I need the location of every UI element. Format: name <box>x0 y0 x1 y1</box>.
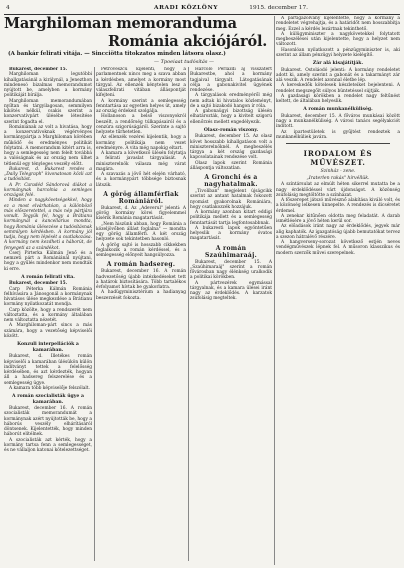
paragraph: Bukarest, december 15. A „Szaúhimaraáj" szerint a román fővárosban nagy élénkség uralkodik a politikai körökben. <box>190 259 272 281</box>
paper-name: ARADI KÖZLÖNY <box>154 5 219 11</box>
section-title: A román hadsereg. <box>106 261 176 269</box>
headline-line-2: Románia akciójáról. <box>108 33 268 50</box>
paragraph: A hangverseny-sorozat következő estjén neves vendégművészek lépnek fel. A műsoron klasszikus és modern szerzők művei szerepelnek. <box>276 240 400 256</box>
paragraph: Bukarest, december 16. A román szocialisták memorandumát a kormánynak azért nyújtották be, hogy a háborús veszély elhárításáról döntsenek. Kijelentették, hogy minden háborút elítélnek. <box>4 406 92 438</box>
headline-source: — Tpoeiaat tudósítás — <box>154 59 215 65</box>
paragraph: Bukarest, d. Az „Adeverul" jelenti: A görög kormány körei figyelemmel kísérik Románia magatartását. <box>96 205 186 222</box>
paragraph: Minden a nagykövetségekkel, hogy ez a most elvárhatóan, a különböző más előszeretettel, a más nép pártjára vonult. Tegyük fel, hogy a Brátianu kormánynál a kancellárius mondta, hogy Románia ülésezése a tudósításnak semmilyen kérdésben. A kormány jól tudja, hogy nem lépését a csatlakozása. A kormány nem kezdheti a háborút, de fenyegeti az a szándékot. <box>4 198 92 251</box>
column-rule <box>94 67 95 561</box>
paragraph: Bukarest, d. Bukarest rendes a „Daily Telegraph" kivonatosan közli azt a tudósítást. <box>4 166 92 183</box>
issue-date: 1915. december 17. <box>249 5 308 11</box>
paragraph: Carp Péterka Kálmán Románia felhívására a Jánosgonál a kormánynak hivatásos ülése megkezdése a Brátianu kormány nyilatkozatát mondja. <box>4 286 92 308</box>
paragraph: A hadügyminisztérium a hadianyag beszerzését fokozta. <box>96 290 186 301</box>
column-4 <box>276 16 400 565</box>
paragraph: A görög sajtó is hosszabb cikkekben foglalkozik a román kérdéssel, és a semlegesség előnyeit hangsúlyozza. <box>96 242 186 258</box>
literature-heading: IRODALOM ÉS MŰVÉSZET. <box>303 149 373 168</box>
paragraph: A gazdasági körökben a rendelet nagy feltűnést keltett, de általában helyeslik. <box>276 93 400 105</box>
literature-subtitle: Szinház - zene. <box>320 169 356 175</box>
paragraph: A kamara több képviselője felszólalt. <box>9 385 90 391</box>
paragraph: „Nem hiszünk abban, hogy Románia a közeljövőben állást foglalna" — mondta egy görög államférfi. A két ország helyzete sok tekintetben hasonló. <box>96 221 186 243</box>
paragraph: Harcoló Perlázdi aj visszatért Bukarestbe, ahol a kormány tagjaival tárgyalt. Látogatásának célja a gabonakivitel ügyének rendezése. <box>190 67 272 93</box>
paragraph: Olasz lapok szerint Románia álláspontja változatlan. <box>190 160 272 171</box>
section-title: A görög államférfiak Romániáról. <box>103 190 179 205</box>
column-rule <box>274 16 275 565</box>
paragraph: Bukarest, december 15. A főváros munkásai között nagy a munkanélküliség. A városi tanács segélyakciót indított. <box>276 113 400 130</box>
paragraph: A gabonaügyi bizottság ülésén elhatározták, hogy a kivitelt szigorú ellenőrzés mellett engedélyezik. <box>190 109 272 125</box>
paragraph: A színtársulat az elmúlt héten sikerrel mutatta be a nagy érdeklődéssel várt újdonságot. A közönség zsúfolásig megtöltötte a színházat. <box>276 182 400 198</box>
column-1 <box>4 67 92 561</box>
paragraph: Az ipartestületek is gyűjtést rendeztek a munkanélküliek javára. <box>276 129 400 140</box>
paragraph: A kereskedők kötelesek készleteiket bejelenteni. A rendelet megszegőit súlyos büntetéssel sújtják. <box>276 83 400 94</box>
paragraph: Romániának az volt a hivatása, hogy a konzervatívoknak végérvényes kormánypártja a Marghiloman körében működő és eredményes politikát folytatni. A memorandum kitért arra is, hogy a semlegesség nem felelt továbbá a valóságnak és az ország nem ülhet tétlenül egy tényleges veszély előtt. <box>4 124 92 167</box>
paragraph: Az ellenzék vezérei kijelentik, hogy a kormány politikája nem vezet eredményre. A vita még napokig eltart. <box>96 135 186 151</box>
paragraph: A kormány szerint a semlegesség fenntartása az egyetlen helyes út, amely az ország érdekeit szolgálja. <box>96 98 186 114</box>
paragraph: A szavazás a jövő hét elején várható, és a kormánypárt többsége biztosnak látszik. <box>96 172 186 188</box>
dateline: Bukarest, december 15. <box>9 67 68 72</box>
paragraph: A Marghiloman-párt sincs a más számára, hogy a vezetőség képviselői között. <box>4 323 92 339</box>
section-title: A román felirati vita. <box>21 274 75 280</box>
paragraph: A pártvezérek egymással tárgyalnak, és a kamara ülései iránt nagy az érdeklődés. A karzatok zsúfolásig megteltek. <box>190 280 272 302</box>
column-2 <box>96 67 186 561</box>
paragraph: A bukaresti lapok egyöntetűen helyeslik a kormány óvatos magatartását. <box>190 225 272 242</box>
page-number: 4 <box>6 5 10 11</box>
section-title: A Gronchi és a nagyhatalmak. <box>204 174 258 189</box>
section-title: Zár alá kisajátítják. <box>312 61 364 66</box>
section-title: Olasz–román viszony. <box>203 127 259 133</box>
paragraph: Marghiloman memorandumában nyíltan és tárgyilagosan, semmilyen kikötés nélkül, csakis szerint a konzervatívpárt ülésébe létesítése szerint fogadta el. <box>4 98 92 125</box>
paragraph: Hollanoson a belső viszonyokról beszélt, a rendőrség túlkapásairól és a cenzúra szigorúságáról. Szerinte a sajtó helyzete tűrhetetlen. <box>96 114 186 135</box>
paragraph: A kormány azonban kitart eddigi politikája mellett és a semlegesség fenntartását tartja legfontosabbnak. <box>190 210 272 226</box>
section-divider <box>286 143 390 144</box>
column-rule <box>188 67 189 561</box>
section-title: Konzuli interpellációk a kamarában. <box>17 342 79 353</box>
paragraph: Bukarest. Ostoláodó jelenti: A kormány rendeletet adott ki, amely szerint a gabonát és a takarmányt zár alá veszik. A rendelet azonnal életbe lép. <box>276 67 400 84</box>
paragraph: A Pr. Caradéd Sándorová diákot a kormánynak harcolnia a semleges országok felé. <box>4 182 92 198</box>
paragraph: Bukarest, december 16. A román hadvezetőség újabb intézkedéseket tett a határok biztosítására. Több tartalékos évfolyamot hívtak be gyakorlatra. <box>96 269 186 290</box>
paragraph: A főszerepet játszó művésznő alakítása kiváló volt, és a közönség lelkesen ünnepelte. A rendezés is dicséretet érdemel. <box>276 198 400 214</box>
paragraph: A zenekar kitűnően oldotta meg feladatát. A darab ismétlésére a jövő héten kerül sor. <box>276 213 400 225</box>
paragraph: Cserj Pirterka Kálmán Jenő és a nemzeti párt a Romániánál nyújtani, hogy a gyűlés mindenkor nem mondták ki erre. <box>4 250 92 272</box>
paragraph: Hasonlóan nyilatkozott a pénzügyminiszter is, aki szerint az állam pénzügyi helyzete kielégítő. <box>276 47 400 58</box>
paragraph: A kamara a következő ülésén folytatja a felirati javaslat tárgyalását. A miniszterelnök válasza még várat magára. <box>96 151 186 172</box>
paragraph: Bukarest, december 15. Az olasz követ hosszabb kihallgatáson volt a miniszterelnöknél. A megbeszélés tárgya a két ország gazdasági kapcsolatainak rendezése volt. <box>190 134 272 161</box>
paragraph: Petroveszcu kijelenti, hogy a parlamentnek nincs meg a szava abban a kérdésben, amelyet a kormány most tárgyal. Az ellenzék kénytelen lesz a válaszfelirati vitában álláspontját kifejteni. <box>96 67 186 99</box>
section-title: A román munkanélküliség. <box>303 107 373 113</box>
section-title: A román szocialisták ügye a kamarában. <box>12 394 84 405</box>
column-3 <box>190 67 272 561</box>
dateline: Bukarest, december 15. <box>9 281 68 287</box>
paragraph: A szocialisták azt kérték, hogy a kormány tartsa fenn a semlegességet, és ne vállaljon katonai kötelezettséget. <box>4 437 92 454</box>
paragraph: A pártigazolvány kijelentette, hogy a kormány a rendeletet végrehajtja, és a határidőt nem hosszabbítja meg. Ezzel a kérdés lezártnak tekinthető. <box>276 16 400 32</box>
paragraph: Az előadások iránt nagy az érdeklődés, jegyek már alig kaphatók. Az igazgatóság újabb bemutatókat tervez a szezon hátralévő részére. <box>276 224 400 240</box>
headline-line-1: Marghiloman memoranduma <box>4 15 237 32</box>
running-header <box>4 3 400 13</box>
paragraph: „Tivoliban" megjelent újságcikk szerint az antant hatalmak fokozott nyomást gyakorolnak Romániára, hogy csatlakozzék hozzájuk. <box>190 189 272 210</box>
paragraph: Bukarest, d. Illetékes román képviselői a kamarában ülésükön külön indítványt tettek a felelősség kérdésében, és azt kérdezték, hogyan áll a hadsereg felszerelése és a semlegesség ügye. <box>4 354 92 386</box>
literature-item-title: „Iraterlen rakás" hírvéllük. <box>306 175 370 181</box>
newspaper-page <box>4 3 400 565</box>
headline-subtitle: (A bankár felirati vitája. — Sincciötta titokzatos minden látsora olasz.) <box>8 51 226 57</box>
paragraph: Carp közölte, hogy a rendszerét nem változtatta, és a kormány általában nem változtatta nézetét. <box>4 307 92 324</box>
section-title: A román Szaúhimaraáj. <box>205 244 257 259</box>
paragraph: Marghiloman legutóbbi kihallgatásánál a királynál, a Jenezthon mindenesó bizalmas memorandumot nyújtott be, amelyben a kormány politikáját bírálja. <box>4 72 92 99</box>
paragraph: A külügyminiszter a nagykövetekkel folytatott megbeszélései után kijelentette, hogy a helyzet nem változott. <box>276 31 400 48</box>
paragraph: A tárgyalások eredményéről még nem adtak ki hivatalos közleményt, de a sajtó bizakodó hangon ír róla. <box>190 93 272 109</box>
